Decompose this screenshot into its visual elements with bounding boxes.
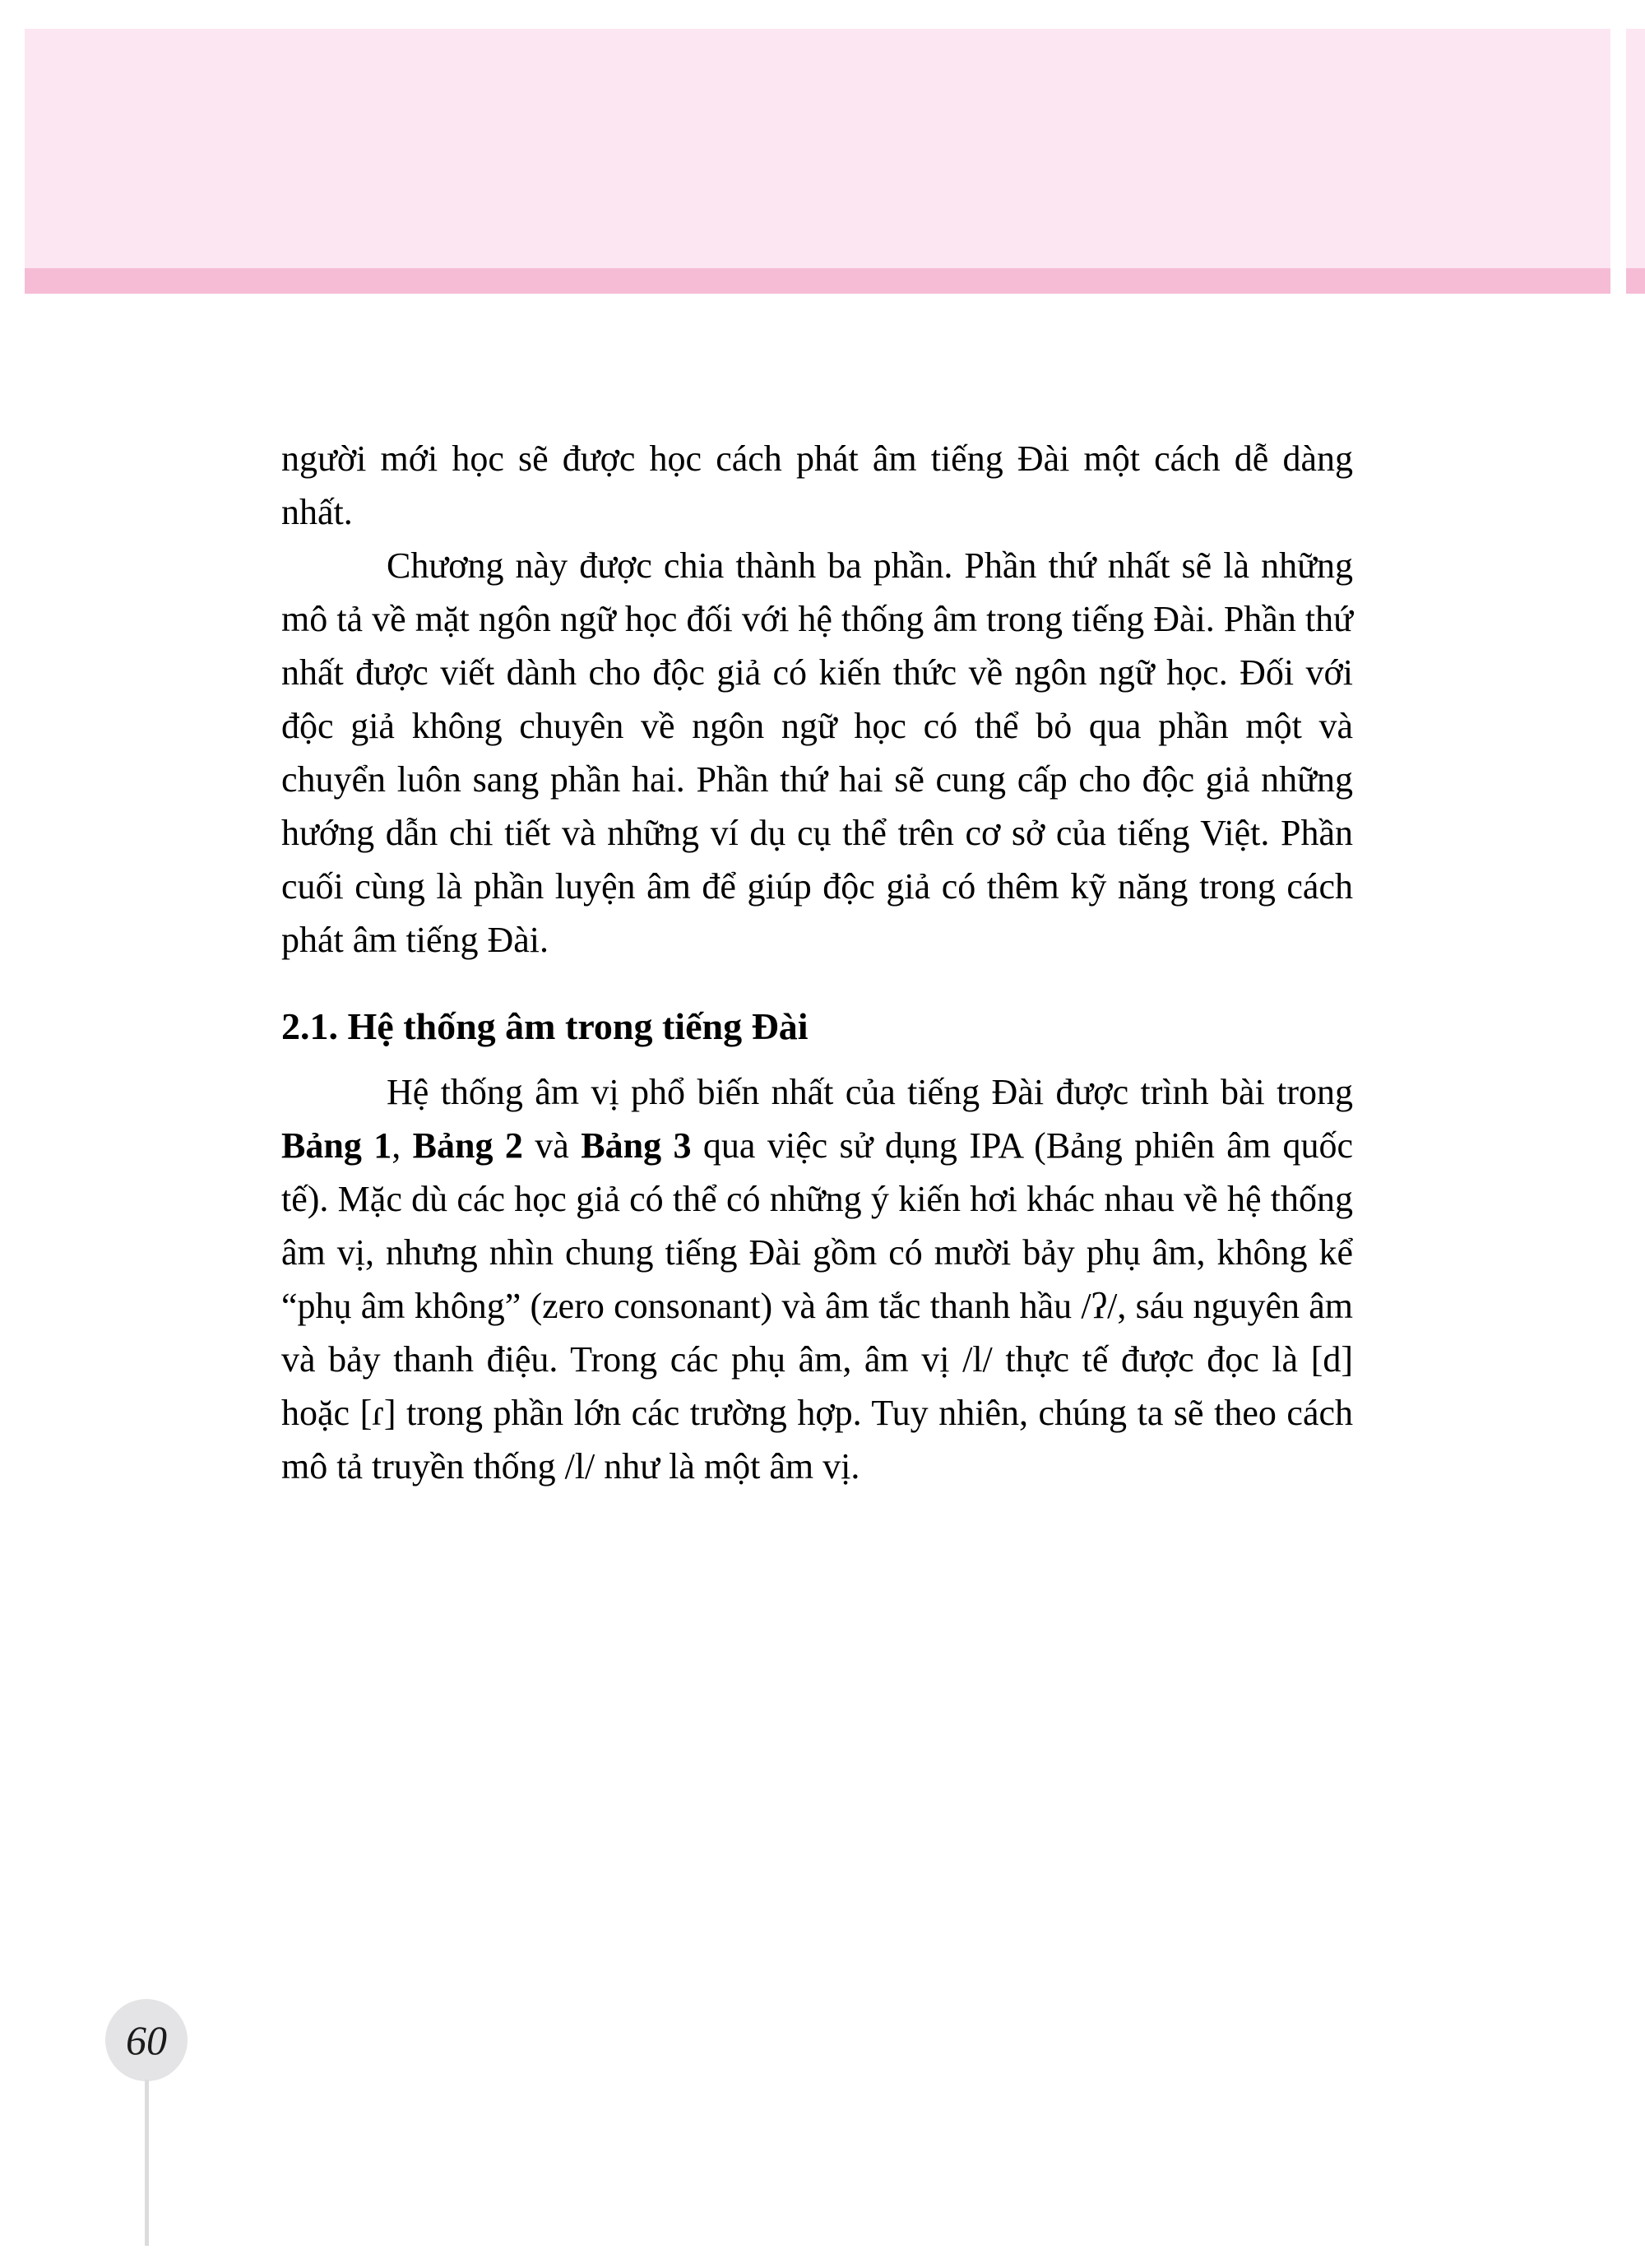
footer-vertical-line <box>145 2080 149 2246</box>
header-accent-strip-right-fragment <box>1626 268 1645 294</box>
header-band-right-fragment <box>1626 29 1645 268</box>
header-accent-strip <box>25 268 1610 294</box>
page-content <box>281 432 1353 1493</box>
paragraph-chapter-overview: Chương này được chia thành ba phần. Phần thứ nhất sẽ là những mô tả về mặt ngôn ngữ học đối với hệ thống âm trong tiếng Đài. Phần thứ nhất được viết dành cho độc giả có kiến thức về ngôn ngữ học. Đối với độc giả không chuyên về ngôn ngữ học có thể bỏ qua phần một và chuyển luôn sang phần hai. Phần thứ hai sẽ cung cấp cho độc giả những hướng dẫn chi tiết và những ví dụ cụ thể trên cơ sở của tiếng Việt. Phần cuối cùng là phần luyện âm để giúp độc giả có thêm kỹ năng trong cách phát âm tiếng Đài. <box>281 545 1353 960</box>
header-band <box>25 29 1610 268</box>
section-heading: 2.1. Hệ thống âm trong tiếng Đài <box>281 1005 809 1047</box>
paragraph-continuation: người mới học sẽ được học cách phát âm tiếng Đài một cách dễ dàng nhất. <box>281 438 1353 532</box>
paragraph-phoneme-system: Hệ thống âm vị phổ biến nhất của tiếng Đài được trình bài trong Bảng 1, Bảng 2 và Bảng 3 qua việc sử dụng IPA (Bảng phiên âm quốc tế). Mặc dù các học giả có thể có những ý kiến hơi khác nhau về hệ thống âm vị, nhưng nhìn chung tiếng Đài gồm có mười bảy phụ âm, không kể “phụ âm không” (zero consonant) và âm tắc thanh hầu /ʔ/, sáu nguyên âm và bảy thanh điệu. Trong các phụ âm, âm vị /l/ thực tế được đọc là [d] hoặc [ɾ] trong phần lớn các trường hợp. Tuy nhiên, chúng ta sẽ theo cách mô tả truyền thống /l/ như là một âm vị. <box>281 1072 1353 1486</box>
page-number: 60 <box>126 2017 167 2063</box>
page-number-badge <box>105 1999 188 2081</box>
